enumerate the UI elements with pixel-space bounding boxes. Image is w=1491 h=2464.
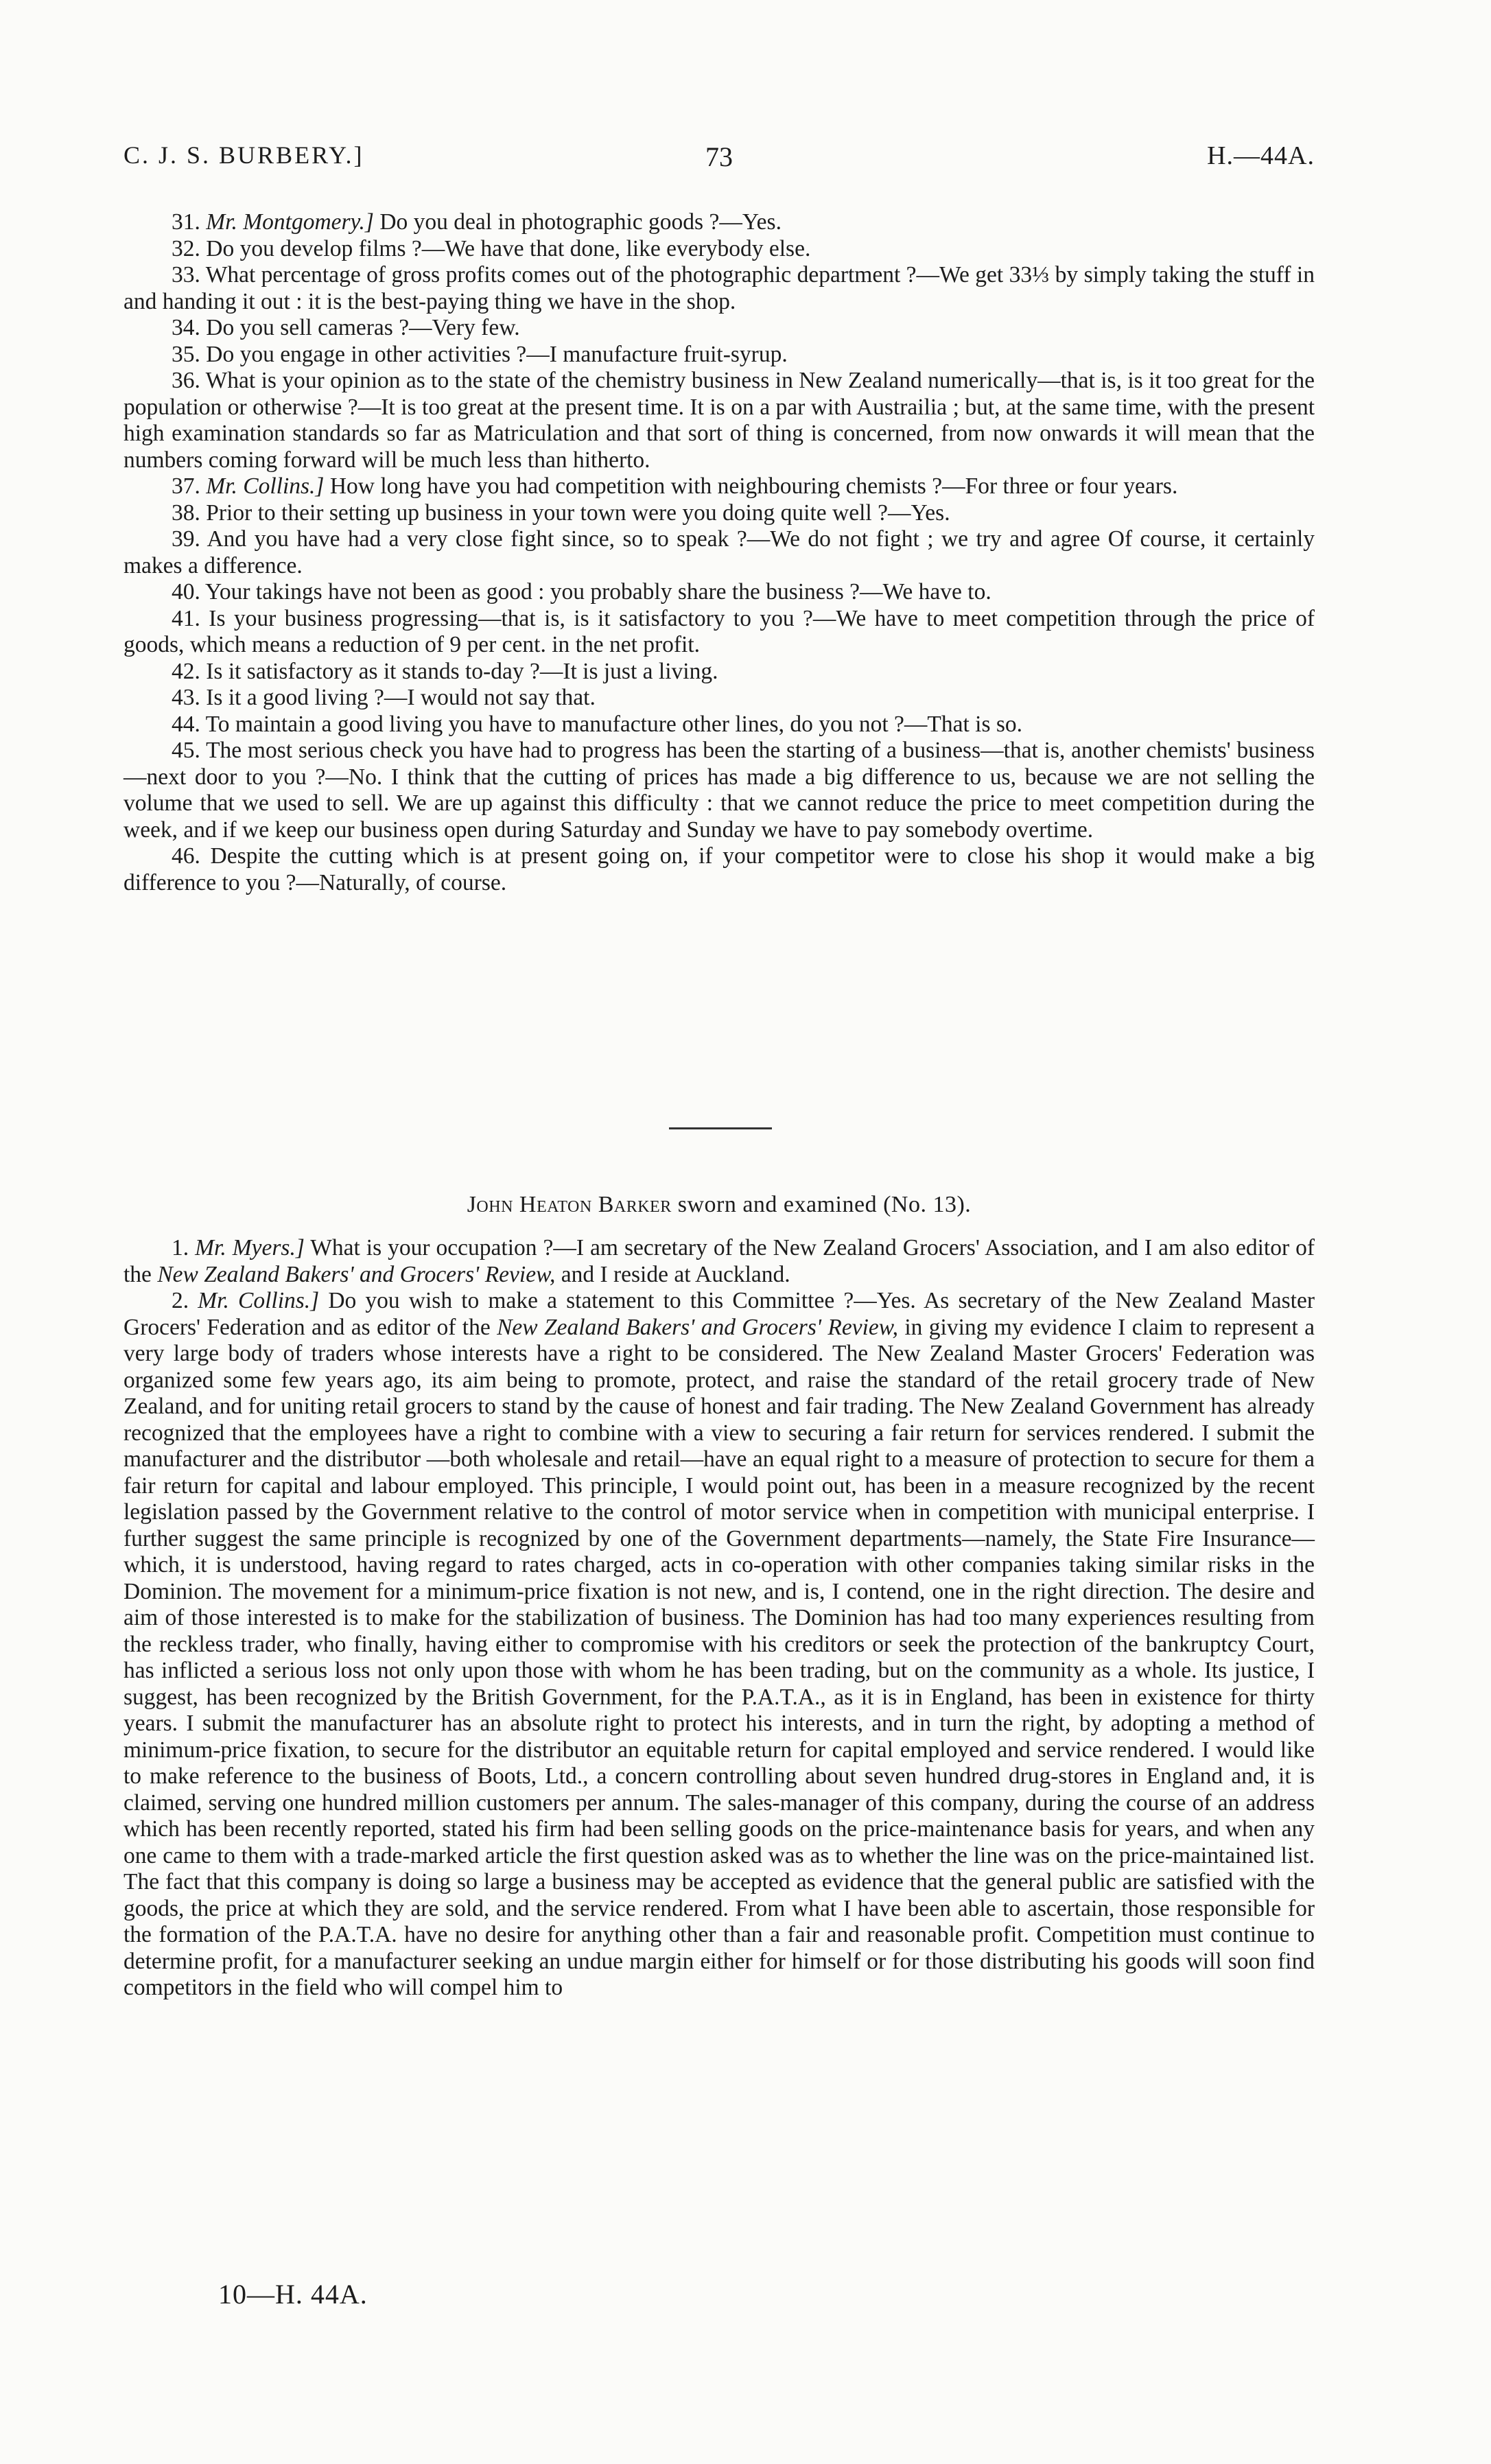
question-35: 35. Do you engage in other activities ?—I manufacture fruit-syrup. [172, 341, 788, 367]
page-number: 73 [705, 141, 733, 172]
question-40: 40. Your takings have not been as good : you probably share the business ?—We have to. [172, 579, 991, 605]
document-code: H.—44A. [1207, 141, 1315, 170]
question-32: 32. Do you develop films ?—We have that done, like everybody else. [172, 235, 811, 261]
question-34: 34. Do you sell cameras ?—Very few. [172, 315, 520, 340]
evidence-section-barker [124, 1235, 1315, 2002]
section-divider [669, 1127, 772, 1129]
question-46: 46. Despite the cutting which is at present going on, if your competitor were to close his shop it would make a big difference to you ?—Naturally, of course. [124, 843, 1315, 895]
page-header [124, 141, 1315, 182]
witness-running-head: C. J. S. BURBERY.] [124, 141, 364, 169]
witness-heading [124, 1192, 1315, 1218]
question-33: 33. What percentage of gross profits comes out of the photographic department ?—We get 33⅓ by simply taking the stuff in and handing it out : it is the best-paying thing we have in the shop. [124, 262, 1315, 314]
question-1: 1. Mr. Myers.] What is your occupation ?—I am secretary of the New Zealand Grocers' Association, and I am also editor of the New Zealand Bakers' and Grocers' Review, and I reside at Auckland. [124, 1235, 1315, 1287]
question-41: 41. Is your business progressing—that is, is it satisfactory to you ?—We have to meet competition through the price of goods, which means a reduction of 9 per cent. in the net profit. [124, 605, 1315, 657]
sheet-signature: 10—H. 44A. [218, 2279, 368, 2310]
witness-heading-rest: sworn and examined (No. 13). [671, 1192, 972, 1217]
question-43: 43. Is it a good living ?—I would not say that. [172, 685, 596, 710]
question-31: 31. Mr. Montgomery.] Do you deal in photographic goods ?—Yes. [172, 209, 782, 235]
question-42: 42. Is it satisfactory as it stands to-day ?—It is just a living. [172, 658, 718, 684]
question-37: 37. Mr. Collins.] How long have you had competition with neighbouring chemists ?—For three or four years. [172, 473, 1178, 499]
question-45: 45. The most serious check you have had to progress has been the starting of a business—that is, another chemists' business—next door to you ?—No. I think that the cutting of prices has made a big difference to us, because we are not selling the volume that we used to sell. We are up against this difficulty : that we cannot reduce the price to meet competition during the week, and if we keep our business open during Saturday and Sunday we have to pay somebody overtime. [124, 738, 1315, 843]
question-44: 44. To maintain a good living you have to manufacture other lines, do you not ?—That is so. [172, 711, 1023, 737]
question-39: 39. And you have had a very close fight since, so to speak ?—We do not fight ; we try and agree Of course, it certainly makes a difference. [124, 526, 1315, 578]
evidence-section-burbery [124, 209, 1315, 896]
question-36: 36. What is your opinion as to the state of the chemistry business in New Zealand numerically—that is, is it too great for the population or otherwise ?—It is too great at the present time. It is on a par with Austrailia ; but, at the same time, with the present high examination standards so far as Matriculation and that sort of thing is concerned, from now onwards it will mean that the numbers coming forward will be much less than hitherto. [124, 368, 1315, 473]
question-38: 38. Prior to their setting up business in your town were you doing quite well ?—Yes. [172, 500, 950, 526]
question-2: 2. Mr. Collins.] Do you wish to make a statement to this Committee ?—Yes. As secretary of the New Zealand Master Grocers' Federation and as editor of the New Zealand Bakers' and Grocers' Review, in giving my evidence I claim to represent a very large body of traders whose interests have a right to be considered. The New Zealand Master Grocers' Federation was organized some few years ago, its aim being to promote, protect, and raise the standard of the retail grocery trade of New Zealand, and for uniting retail grocers to stand by the cause of honest and fair trading. The New Zealand Government has already recognized that the employees have a right to combine with a view to securing a fair return for services rendered. I submit the manufacturer and the distributor —both wholesale and retail—have an equal right to a measure of protection to secure for them a fair return for capital and labour employed. This principle, I would point out, has been in a measure recognized by the recent legislation passed by the Government relative to the control of motor service when in competition with municipal enterprise. I further suggest the same principle is recognized by one of the Government departments—namely, the State Fire Insurance—which, it is understood, having regard to rates charged, acts in co-operation with other companies taking similar risks in the Dominion. The movement for a minimum-price fixation is not new, and is, I contend, one in the right direction. The desire and aim of those interested is to make for the stabilization of business. The Dominion has had too many experiences resulting from the reckless trader, who finally, having either to compromise with his creditors or seek the protection of the bankruptcy Court, has inflicted a serious loss not only upon those with whom he has been trading, but on the community as a whole. Its justice, I suggest, has been recognized by the British Government, for the P.A.T.A., as it is in England, has been in existence for thirty years. I submit the manufacturer has an absolute right to protect his interests, and in turn the right, by adopting a method of minimum-price fixation, to secure for the distributor an equitable return for capital employed and service rendered. I would like to make reference to the business of Boots, Ltd., a concern controlling about seven hundred drug-stores in England and, it is claimed, serving one hundred million customers per annum. The sales-manager of this company, during the course of an address which has been recently reported, stated his firm had been selling goods on the price-maintenance basis for years, and when any one came to them with a trade-marked article the first question asked was as to whether the line was on the price-maintained list. The fact that this company is doing so large a business may be accepted as evidence that the general public are satisfied with the goods, the price at which they are sold, and the service rendered. From what I have been able to ascertain, those responsible for the formation of the P.A.T.A. have no desire for anything other than a fair and reasonable profit. Competition must continue to determine profit, for a manufacturer seeking an undue margin either for himself or for those distributing his goods will soon find competitors in the field who will compel him to [124, 1288, 1315, 2000]
witness-name: John Heaton Barker [467, 1192, 672, 1217]
